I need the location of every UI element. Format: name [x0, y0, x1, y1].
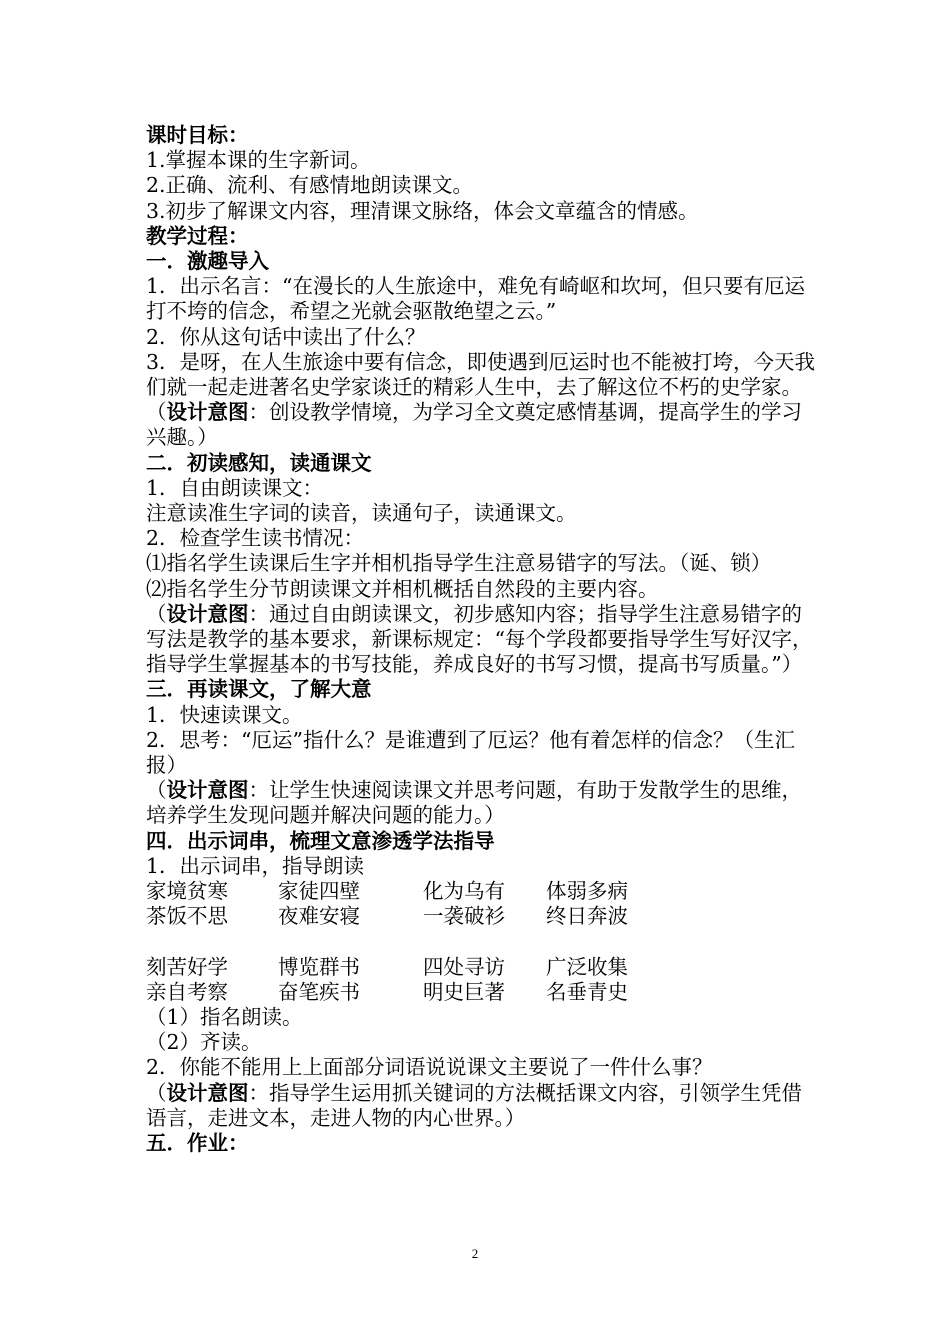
word-item: 广泛收集	[546, 954, 628, 979]
word-item: 刻苦好学	[146, 954, 228, 979]
page-number: 2	[471, 1246, 479, 1261]
section-2-paragraph-5: ⑵指名学生分节朗读课文并相机概括自然段的主要内容。	[146, 576, 659, 601]
design-intent-label: 设计意图	[166, 778, 249, 803]
design-intent-text: ：指导学生运用抓关键词的方法概括课文内容，引领学生凭借语言，走进文本，走进人物的内心世界。）	[146, 1080, 802, 1130]
section-4-heading: 四．出示词串，梳理文意渗透学法指导	[146, 828, 495, 853]
section-4-paragraph-1: 1．出示词串，指导朗读	[146, 853, 365, 878]
word-item: 家徒四壁	[278, 879, 360, 904]
blank-line	[146, 929, 816, 954]
section-2-design-intent: （设计意图：通过自由朗读课文，初步感知内容；指导学生注意易错字的写法是教学的基本要求，新课标规定：“每个学段都要指导学生写好汉字，指导学生掌握基本的书写技能，养成良好的书写习惯，提高书写质量。”）	[146, 601, 813, 677]
section-5-heading: 五．作业：	[146, 1131, 249, 1156]
word-item: 体弱多病	[546, 879, 628, 904]
section-4-paragraph-4: 2．你能不能用上上面部分词语说说课文主要说了一件什么事？	[146, 1055, 713, 1080]
section-3-heading: 三．再读课文，了解大意	[146, 677, 372, 702]
word-item: 奋笔疾书	[278, 979, 360, 1004]
word-item: 茶饭不思	[146, 904, 228, 929]
section-1-heading: 一．激趣导入	[146, 249, 269, 274]
section-1-design-intent: （设计意图：创设教学情境，为学习全文奠定感情基调，提高学生的学习兴趣。）	[146, 400, 802, 450]
word-row	[146, 904, 816, 929]
section-2-paragraph-1: 1．自由朗读课文：	[146, 475, 324, 500]
word-row	[146, 955, 816, 980]
word-row	[146, 879, 816, 904]
document-body	[146, 123, 816, 1156]
section-1-paragraph-2: 2．你从这句话中读出了什么？	[146, 324, 426, 349]
word-item: 化为乌有	[423, 879, 505, 904]
objective-item-1: 1.掌握本课的生字新词。	[146, 148, 371, 173]
word-group-1	[146, 879, 816, 929]
design-intent-label: 设计意图	[166, 1080, 249, 1105]
word-group-2	[146, 955, 816, 1005]
word-item: 名垂青史	[546, 979, 628, 1004]
design-intent-label: 设计意图	[166, 601, 249, 626]
process-heading: 教学过程：	[146, 223, 249, 248]
word-item: 一袭破衫	[423, 904, 505, 929]
section-4-design-intent: （设计意图：指导学生运用抓关键词的方法概括课文内容，引领学生凭借语言，走进文本，走进人物的内心世界。）	[146, 1080, 802, 1130]
word-item: 亲自考察	[146, 979, 228, 1004]
section-3-paragraph-1: 1．快速读课文。	[146, 702, 303, 727]
objective-item-2: 2.正确、流利、有感情地朗读课文。	[146, 173, 474, 198]
section-4-paragraph-3: （2）齐读。	[146, 1030, 262, 1055]
word-item: 明史巨著	[423, 979, 505, 1004]
section-2-paragraph-2: 注意读准生字词的读音，读通句子，读通课文。	[146, 501, 577, 526]
word-item: 四处寻访	[423, 954, 505, 979]
objective-item-3: 3.初步了解课文内容，理清课文脉络，体会文章蕴含的情感。	[146, 198, 699, 223]
word-row	[146, 980, 816, 1005]
section-1-paragraph-3: 3．是呀，在人生旅途中要有信念，即使遇到厄运时也不能被打垮，今天我们就一起走进著名史学家谈迁的精彩人生中，去了解这位不朽的史学家。	[146, 349, 816, 400]
section-3-paragraph-2: 2．思考：“厄运”指什么？是谁遭到了厄运？他有着怎样的信念？（生汇报）	[146, 727, 796, 778]
design-intent-text: ：创设教学情境，为学习全文奠定感情基调，提高学生的学习兴趣。）	[146, 400, 802, 450]
word-item: 终日奔波	[546, 904, 628, 929]
design-intent-text: ：通过自由朗读课文，初步感知内容；指导学生注意易错字的写法是教学的基本要求，新课标规定：“每个学段都要指导学生写好汉字，指导学生掌握基本的书写技能，养成良好的书写习惯，提高书写质量。”）	[146, 601, 813, 677]
word-item: 博览群书	[278, 954, 360, 979]
objectives-heading: 课时目标：	[146, 123, 249, 147]
section-1-paragraph-1: 1．出示名言：“在漫长的人生旅途中，难免有崎岖和坎坷，但只要有厄运打不垮的信念，希望之光就会驱散绝望之云。”	[146, 274, 806, 324]
section-2-paragraph-3: 2．检查学生读书情况：	[146, 526, 365, 551]
design-intent-text: ：让学生快速阅读课文并思考问题，有助于发散学生的思维，培养学生发现问题并解决问题的能力。）	[146, 778, 802, 828]
word-item: 家境贫寒	[146, 879, 228, 904]
section-2-paragraph-4: ⑴指名学生读课后生字并相机指导学生注意易错字的写法。（诞、锁）	[146, 551, 772, 576]
section-2-heading: 二．初读感知，读通课文	[146, 450, 372, 475]
section-3-design-intent: （设计意图：让学生快速阅读课文并思考问题，有助于发散学生的思维，培养学生发现问题并解决问题的能力。）	[146, 778, 802, 828]
section-4-paragraph-2: （1）指名朗读。	[146, 1005, 303, 1030]
design-intent-label: 设计意图	[166, 400, 249, 425]
word-item: 夜难安寝	[278, 904, 360, 929]
